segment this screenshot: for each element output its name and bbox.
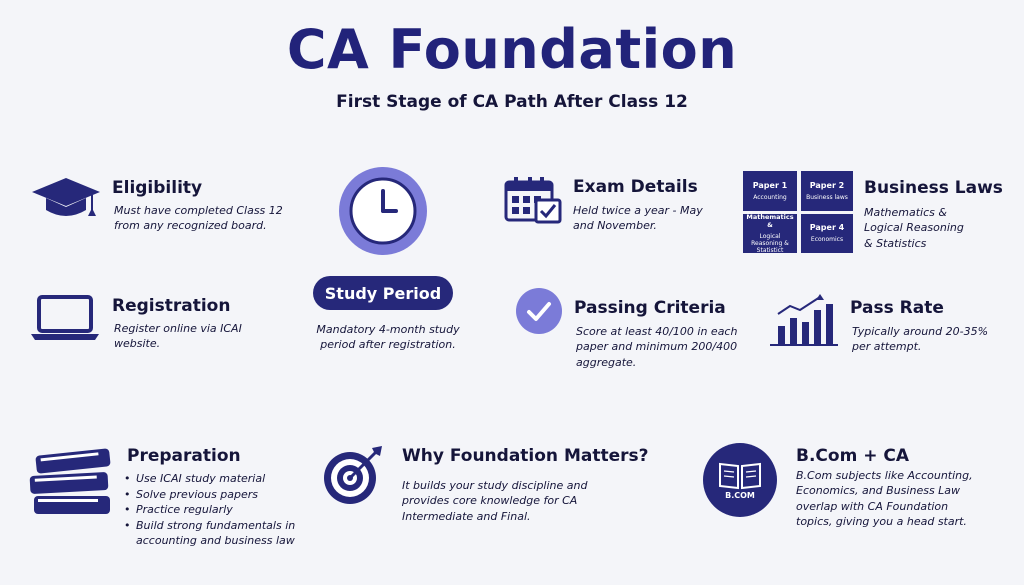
registration-desc: Register online via ICAI website. (114, 322, 242, 351)
study-period-desc: Mandatory 4-month study period after registration. (316, 323, 460, 352)
paper-card: Paper 2 Business laws (800, 170, 854, 212)
list-item: • Build strong fundamentals in accounting and business law (124, 518, 299, 549)
list-item: • Solve previous papers (124, 487, 299, 503)
laptop-icon (30, 294, 100, 342)
bcom-badge-label: B.COM (725, 491, 755, 500)
registration-heading: Registration (112, 296, 231, 316)
passing-criteria-heading: Passing Criteria (574, 298, 726, 318)
why-foundation-desc: It builds your study discipline and provides core knowledge for CA Intermediate and Final. (402, 479, 588, 523)
page-subtitle: First Stage of CA Path After Class 12 (336, 92, 688, 112)
why-foundation-heading: Why Foundation Matters? (402, 446, 649, 466)
clock-icon (338, 166, 428, 256)
passing-criteria-desc: Score at least 40/100 in each paper and minimum 200/400 aggregate. (576, 325, 738, 369)
business-laws-desc: Mathematics & Logical Reasoning & Statistics (864, 206, 964, 250)
paper-card: Paper 4 Economics (800, 213, 854, 254)
bcom-desc: B.Com subjects like Accounting, Economics, and Business Law overlap with CA Foundation topics, giving you a head start. (796, 469, 973, 529)
papers-grid (742, 170, 854, 254)
preparation-heading: Preparation (127, 446, 241, 466)
books-stack-icon (26, 444, 116, 520)
calendar-icon (504, 176, 562, 224)
list-item: • Use ICAI study material (124, 471, 299, 487)
target-icon (322, 444, 386, 506)
book-badge-icon (702, 442, 778, 518)
exam-details-desc: Held twice a year - May and November. (573, 204, 703, 233)
page-title: CA Foundation (286, 18, 738, 81)
study-period-pill: Study Period (313, 276, 453, 310)
check-circle-icon (515, 287, 563, 335)
eligibility-desc: Must have completed Class 12 from any recognized board. (114, 204, 283, 233)
pass-rate-heading: Pass Rate (850, 298, 944, 318)
paper-card: Mathematics & Logical Reasoning & Statistict (742, 213, 798, 254)
bar-chart-icon (770, 294, 838, 348)
preparation-list (124, 471, 299, 549)
bcom-heading: B.Com + CA (796, 446, 909, 466)
paper-card: Paper 1 Accounting (742, 170, 798, 212)
pass-rate-desc: Typically around 20-35% per attempt. (852, 325, 989, 354)
eligibility-heading: Eligibility (112, 178, 203, 198)
graduation-cap-icon (30, 176, 102, 222)
list-item: • Practice regularly (124, 502, 299, 518)
business-laws-heading: Business Laws (864, 178, 1003, 198)
exam-details-heading: Exam Details (573, 177, 698, 197)
